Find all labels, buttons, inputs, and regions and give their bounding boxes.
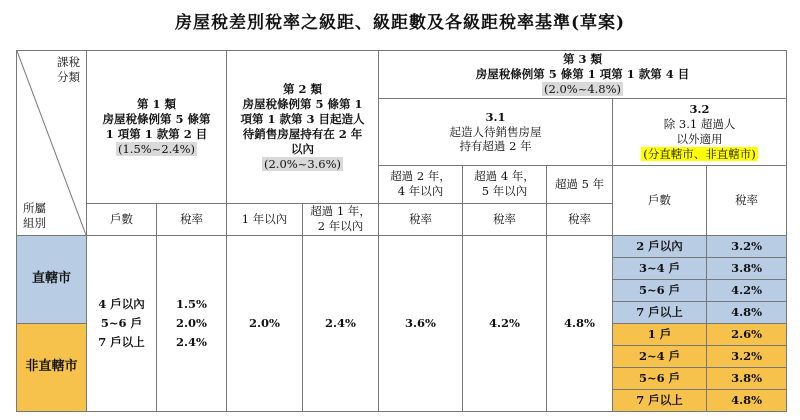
cat1-range: (1.5%~2.4%) bbox=[117, 141, 196, 156]
cat31-name: 3.1 bbox=[485, 109, 506, 124]
cat32-note: (分直轄市、非直轄市) bbox=[643, 146, 756, 161]
cat31-rate-over5yr: 4.8% bbox=[547, 236, 613, 412]
cat31-rate-header-1: 稅率 bbox=[379, 203, 463, 235]
muni-households-4: 7 戶以上 bbox=[613, 301, 707, 323]
cat1-name: 第 1 類 bbox=[137, 96, 177, 111]
nonmuni-households-4: 7 戶以上 bbox=[613, 389, 707, 411]
cat2-within1yr-header: 1 年以內 bbox=[227, 203, 303, 235]
cat32-name: 3.2 bbox=[689, 102, 710, 117]
cat31-over5yr-header: 超過 5 年 bbox=[547, 165, 613, 203]
cat1-households-header: 戶數 bbox=[87, 203, 157, 235]
cat1-rate-3: 2.4% bbox=[176, 334, 207, 349]
cat32-rate-header: 稅率 bbox=[707, 165, 787, 235]
cat31-header-cell bbox=[379, 98, 613, 165]
cat2-desc: 房屋稅條例第 5 條第 1 項第 1 款第 3 目起造人 待銷售房屋持有在 2 年 以內 bbox=[240, 96, 365, 156]
cat1-rate-col bbox=[157, 236, 227, 412]
nonmuni-rate-3: 3.8% bbox=[707, 367, 787, 389]
group-non-municipality: 非直轄市 bbox=[17, 323, 87, 411]
muni-rate-1: 3.2% bbox=[707, 236, 787, 258]
cat3-name: 第 3 類 bbox=[563, 52, 603, 67]
cat2-name: 第 2 類 bbox=[283, 82, 323, 97]
cat1-rate-1: 1.5% bbox=[176, 297, 207, 312]
cat31-rate-header-2: 稅率 bbox=[463, 203, 547, 235]
muni-rate-2: 3.8% bbox=[707, 258, 787, 280]
cat31-rate-header-3: 稅率 bbox=[547, 203, 613, 235]
nonmuni-households-3: 5~6 戶 bbox=[613, 367, 707, 389]
cat1-households-col bbox=[87, 236, 157, 412]
cat1-households-3: 7 戶以上 bbox=[98, 334, 145, 349]
cat1-desc: 房屋稅條例第 5 條第 1 項第 1 款第 2 目 bbox=[102, 111, 211, 141]
cat2-rate-within1yr: 2.0% bbox=[227, 236, 303, 412]
cat1-households-1: 4 戶以內 bbox=[98, 297, 145, 312]
page-title: 房屋稅差別稅率之級距、級距數及各級距稅率基準(草案) bbox=[174, 13, 626, 33]
nonmuni-households-2: 2~4 戶 bbox=[613, 345, 707, 367]
muni-households-1: 2 戶以內 bbox=[613, 236, 707, 258]
cat3-desc: 房屋稅條例第 5 條第 1 項第 1 款第 4 目 bbox=[475, 67, 690, 82]
muni-households-2: 3~4 戶 bbox=[613, 258, 707, 280]
corner-top-label: 課稅 分類 bbox=[57, 55, 80, 84]
cat31-rate-over4yr: 4.2% bbox=[463, 236, 547, 412]
cat31-over4yr-header: 超過 4 年， 5 年以內 bbox=[463, 165, 547, 203]
cat1-households-2: 5~6 戶 bbox=[100, 316, 143, 331]
corner-bottom-label: 所屬 組別 bbox=[23, 201, 46, 231]
cat2-header-cell bbox=[227, 51, 379, 204]
cat2-range: (2.0%~3.6%) bbox=[263, 156, 342, 171]
cat32-desc: 除 3.1 超過人 以外適用 bbox=[663, 117, 736, 146]
nonmuni-rate-1: 2.6% bbox=[707, 323, 787, 345]
cat31-rate-over2yr: 3.6% bbox=[379, 236, 463, 412]
cat1-rate-header: 稅率 bbox=[157, 203, 227, 235]
cat2-rate-over1yr: 2.4% bbox=[303, 236, 379, 412]
cat31-desc: 起造人待銷售房屋 持有超過 2 年 bbox=[449, 124, 542, 154]
cat2-over1yr-header: 超過 1 年， 2 年以內 bbox=[303, 203, 379, 235]
cat32-households-header: 戶數 bbox=[613, 165, 707, 235]
muni-rate-3: 4.2% bbox=[707, 279, 787, 301]
nonmuni-rate-4: 4.8% bbox=[707, 389, 787, 411]
nonmuni-rate-2: 3.2% bbox=[707, 345, 787, 367]
muni-households-3: 5~6 戶 bbox=[613, 279, 707, 301]
group-municipality: 直轄市 bbox=[17, 236, 87, 324]
muni-rate-4: 4.8% bbox=[707, 301, 787, 323]
nonmuni-households-1: 1 戶 bbox=[613, 323, 707, 345]
cat1-header-cell bbox=[87, 51, 227, 204]
cat3-range: (2.0%~4.8%) bbox=[544, 81, 622, 96]
cat3-header-cell bbox=[379, 51, 787, 99]
corner-header-cell bbox=[17, 51, 87, 236]
cat32-header-cell bbox=[613, 98, 787, 165]
cat31-over2yr-header: 超過 2 年， 4 年以內 bbox=[379, 165, 463, 203]
cat1-rate-2: 2.0% bbox=[176, 316, 207, 331]
tax-rate-table bbox=[16, 50, 787, 412]
